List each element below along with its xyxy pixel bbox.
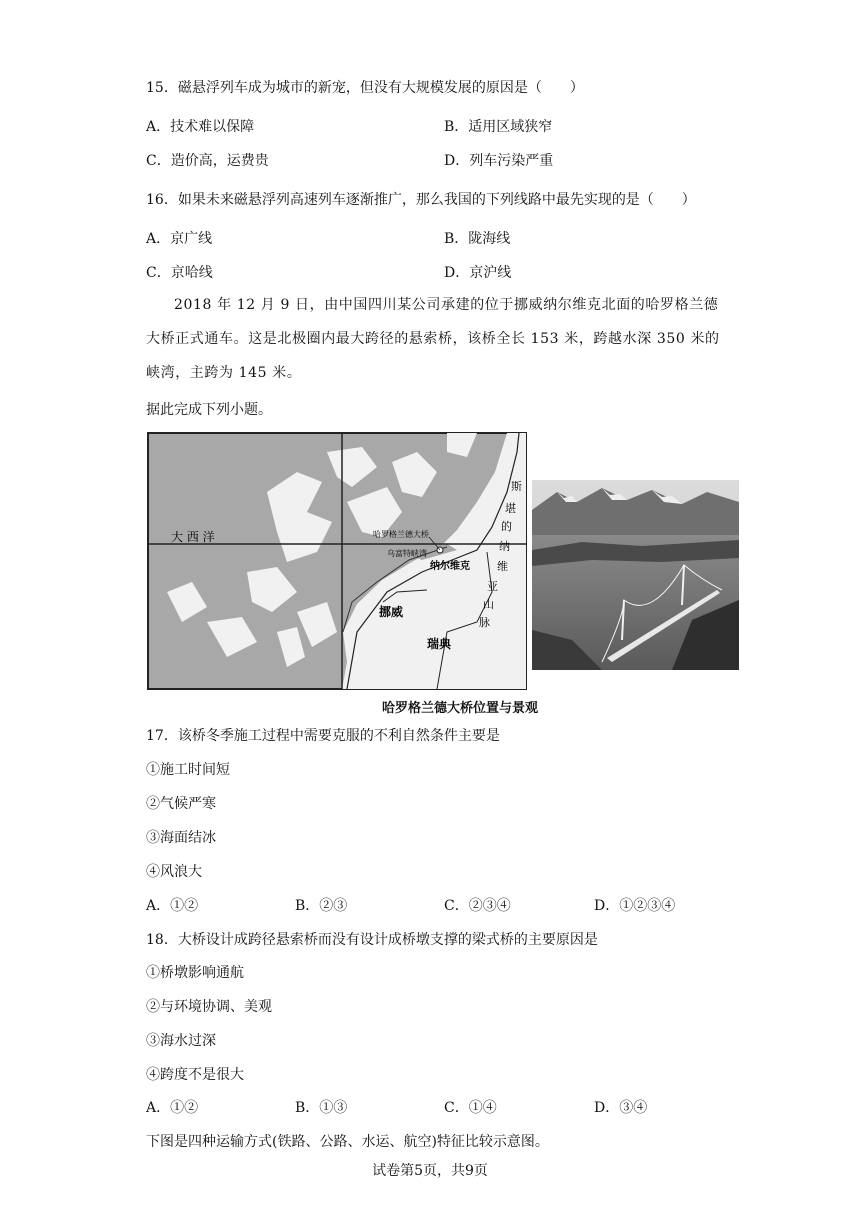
- location-map: [147, 432, 527, 690]
- sweden-label: 瑞典: [427, 637, 452, 651]
- q16-stem: 16．如果未来磁悬浮列高速列车逐渐推广，那么我国的下列线路中最先实现的是（ ）: [146, 192, 696, 208]
- q17-option-b: B．②③: [295, 898, 348, 914]
- norway-label: 挪威: [379, 605, 404, 619]
- passage: [146, 288, 726, 390]
- bridge-photo: [532, 480, 739, 670]
- mountains-char-8: 脉: [479, 616, 490, 629]
- q17-item-4: ④风浪大: [146, 864, 202, 880]
- q18-item-4: ④跨度不是很大: [146, 1067, 244, 1083]
- q15-option-c: C．造价高，运费贵: [146, 153, 269, 169]
- mountains-char-7: 山: [483, 598, 494, 611]
- q17-option-d: D．①②③④: [594, 898, 676, 914]
- q17-stem: 17．该桥冬季施工过程中需要克服的不利自然条件主要是: [146, 728, 500, 744]
- q15-option-d: D．列车污染严重: [444, 153, 554, 169]
- q18-stem: 18．大桥设计成跨径悬索桥而没有设计成桥墩支撑的梁式桥的主要原因是: [146, 932, 598, 948]
- passage-lead: 据此完成下列小题。: [146, 402, 272, 418]
- q15-option-a: A．技术难以保障: [146, 119, 255, 135]
- q15-option-b: B．适用区域狭窄: [444, 119, 553, 135]
- q16-option-c: C．京哈线: [146, 265, 213, 281]
- q18-item-2: ②与环境协调、美观: [146, 999, 272, 1015]
- mountains-char-6: 亚: [487, 580, 498, 593]
- atlantic-label: 大 西 洋: [171, 530, 215, 544]
- q17-option-c: C．②③④: [444, 898, 511, 914]
- q18-option-b: B．①③: [295, 1100, 348, 1116]
- q17-item-3: ③海面结冰: [146, 830, 216, 846]
- q18-option-c: C．①④: [444, 1100, 497, 1116]
- page-footer: 试卷第5页，共9页: [372, 1163, 488, 1179]
- q17-item-1: ①施工时间短: [146, 762, 230, 778]
- q18-item-1: ①桥墩影响通航: [146, 965, 244, 981]
- passage-text: 2018 年 12 月 9 日，由中国四川某公司承建的位于挪威纳尔维克北面的哈罗格兰德大桥正式通车。这是北极圈内最大跨径的悬索桥，该桥全长 153 米，跨越水深 350 米的峡湾，主跨为 145 米。: [146, 297, 720, 381]
- q16-option-d: D．京沪线: [444, 265, 512, 281]
- bridge-label: 哈罗格兰德大桥: [373, 530, 429, 539]
- mountains-char-3: 的: [501, 520, 512, 533]
- q15-stem: 15．磁悬浮列车成为城市的新宠，但没有大规模发展的原因是（ ）: [146, 80, 584, 96]
- next-intro: 下图是四种运输方式(铁路、公路、水运、航空)特征比较示意图。: [146, 1134, 549, 1150]
- mountains-char-5: 维: [497, 560, 508, 573]
- mountains-char-4: 纳: [499, 540, 510, 553]
- mountains-char-2: 堪: [505, 502, 516, 515]
- fjord-label: 乌富特峡湾: [387, 549, 427, 558]
- narvik-label: 纳尔维克: [430, 561, 470, 572]
- q18-item-3: ③海水过深: [146, 1033, 216, 1049]
- q16-option-b: B．陇海线: [444, 231, 511, 247]
- q17-option-a: A．①②: [146, 898, 199, 914]
- figure-caption: 哈罗格兰德大桥位置与景观: [382, 701, 539, 716]
- q17-item-2: ②气候严寒: [146, 796, 216, 812]
- q16-option-a: A．京广线: [146, 231, 213, 247]
- q18-option-d: D．③④: [594, 1100, 648, 1116]
- mountains-char-1: 斯: [511, 480, 522, 493]
- q18-option-a: A．①②: [146, 1100, 199, 1116]
